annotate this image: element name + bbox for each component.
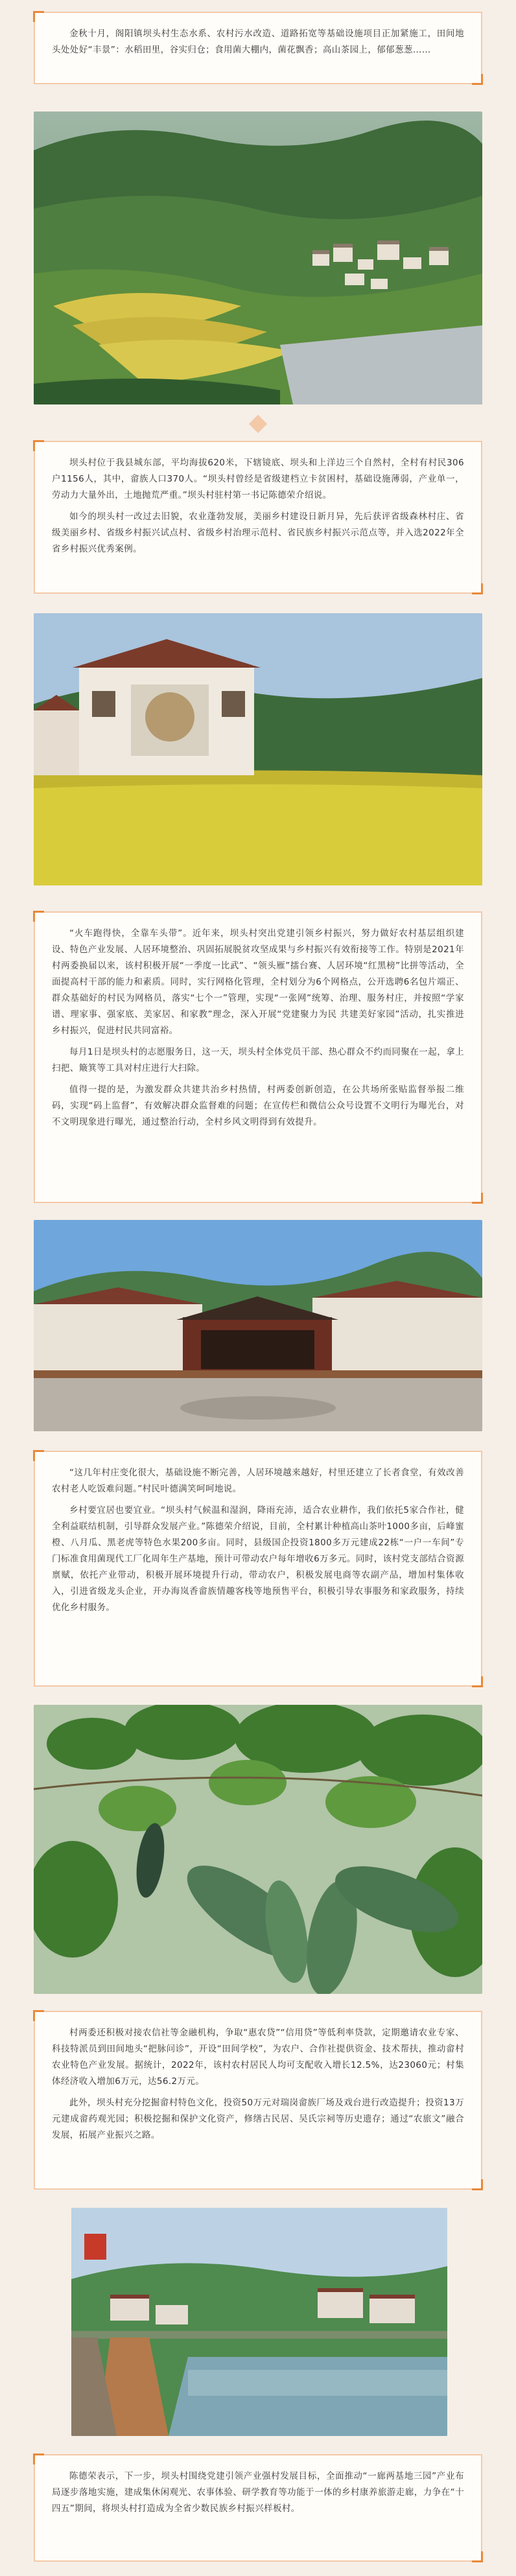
paragraph: 陈德荣表示，下一步，坝头村围绕党建引领产业强村发展目标，全面推动“一廊两基地三园”产业布局逐步落地实施，建成集休闲观光、农事体验、研学教育等功能于一体的乡村康养旅游走廊，力争在“十四五”期间，将坝头村打造成为全省少数民族乡村振兴样板村。 <box>52 2471 464 2514</box>
paragraph: 此外，坝头村充分挖掘畲村特色文化，投资50万元对瑞岗畲族厂场及戏台进行改造提升；投资13万元建成畲药观光园；积极挖掘和保护文化资产，修缮古民居、吴氏宗祠等历史遗存；通过“农旅文”融合发展，拓展产业振兴之路。 <box>52 2098 464 2140</box>
paragraph: 坝头村位于我县城东部，平均海拔620米，下辖镜底、坝头和上洋边三个自然村，全村有村民306户1156人，其中，畲族人口370人。“坝头村曾经是省级建档立卡贫困村，基础设施薄弱，产业单一，劳动力大量外出，土地抛荒严重。”坝头村驻村第一书记陈德荣介绍说。 <box>52 458 464 500</box>
paragraph: “这几年村庄变化很大，基础设施不断完善，人居环境越来越好，村里还建立了长者食堂，有效改善农村老人吃饭难问题。”村民叶德满笑呵呵地说。 <box>52 1468 464 1494</box>
paragraph: 每月1日是坝头村的志愿服务日，这一天，坝头村全体党员干部、热心群众不约而同聚在一起，拿上扫把、簸箕等工具对村庄进行大扫除。 <box>52 1047 464 1073</box>
paragraph: 金秋十月，阁阳镇坝头村生态水系、农村污水改造、道路拓宽等基础设施项目正加紧施工，田间地头处处好“丰景”：水稻田里，谷实归仓；食用菌大棚内，菌花飘香；高山茶园上，郁郁葱葱…… <box>52 29 464 55</box>
text-card-intro <box>34 12 482 84</box>
paragraph: “火车跑得快，全靠车头带”。近年来，坝头村突出党建引领乡村振兴，努力做好农村基层组织建设、特色产业发展、人居环境整治、巩固拓展脱贫攻坚成果与乡村振兴有效衔接等工作。特别是2021年村两委换届以来，该村积极开展“一季度一比武”、“领头雁”擂台赛、人居环境“红黑榜”比拼等活动，全面提高村干部的能力和素质。同时，实行网格化管理，全村划分为6个网格点，公开选聘6名包片端正、群众基础好的村民为网格员，落实“七个一”管理，实现“一张网”统筹、治理、服务村庄，并按照“学家谱、理家事、强家底、美家居、和家教”理念，深入开展“党建聚力为民 共建美好家园”活动，扎实推进乡村振兴，促进村民共同富裕。 <box>52 928 464 1036</box>
decorative-divider <box>249 415 267 433</box>
text-card-village-overview <box>34 441 482 594</box>
paragraph: 如今的坝头村一改过去旧貌，农业蓬勃发展，美丽乡村建设日新月异，先后获评省级森林村庄、省级美丽乡村、省级乡村振兴试点村、省级乡村治理示范村、省民族乡村振兴示范点等，并入选2022年全省乡村振兴优秀案例。 <box>52 511 464 554</box>
paragraph: 乡村要宜居也要宜业。“坝头村气候温和湿润，降雨充沛，适合农业耕作，我们依托5家合作社，健全利益联结机制，引导群众发展产业。”陈德荣介绍说，目前，全村累计种植高山茶叶1000多亩，后峰蜜橙、八月瓜、黑老虎等特色水果200多亩。同时，县级国企投资1800多万元建成22栋“一户一车间”专门标准食用菌现代工厂化周年生产基地，预计可带动农户每年增收6万多元。同时，该村党支部结合资源禀赋，依托产业带动，积极开展环境提升行动，带动农户，积极发展电商等农副产品，增加村集体收入，引进省级龙头企业，开办海岚香畲族情趣客栈等地预售平台，积极引导农事服务和家政服务，持续优化乡村服务。 <box>52 1505 464 1613</box>
paragraph: 值得一提的是，为激发群众共建共治乡村热情，村两委创新创造，在公共场所张贴监督举报二维码，实现“码上监督”，有效解决群众监督难的问题；在宣传栏和微信公众号设置不文明行为曝光台，对不文明现象进行曝光，通过整治行动，全村乡风文明得到有效提升。 <box>52 1084 464 1127</box>
photo-gourd-vine <box>34 1705 482 1994</box>
photo-river-walkway-village <box>71 2208 447 2436</box>
text-card-finance-culture <box>34 2011 482 2190</box>
paragraph: 村两委还积极对接农信社等金融机构，争取“惠农贷”“信用贷”等低利率贷款，定期邀请农业专家、科技特派员到田间地头“把脉问诊”，开设“田间学校”，为农户、合作社提供资金、技术帮扶，推动畲村农业特色产业发展。据统计，2022年，该村农村居民人均可支配收入增长12.5%，达23060元；村集体经济收入增加6万元，达56.2万元。 <box>52 2028 464 2087</box>
photo-village-house-field <box>34 613 482 885</box>
photo-opera-stage-square <box>34 1220 482 1431</box>
photo-terraced-valley <box>34 111 482 404</box>
text-card-next-steps <box>34 2454 482 2562</box>
text-card-livable-industry <box>34 1451 482 1687</box>
text-card-party-leadership <box>34 911 482 1203</box>
